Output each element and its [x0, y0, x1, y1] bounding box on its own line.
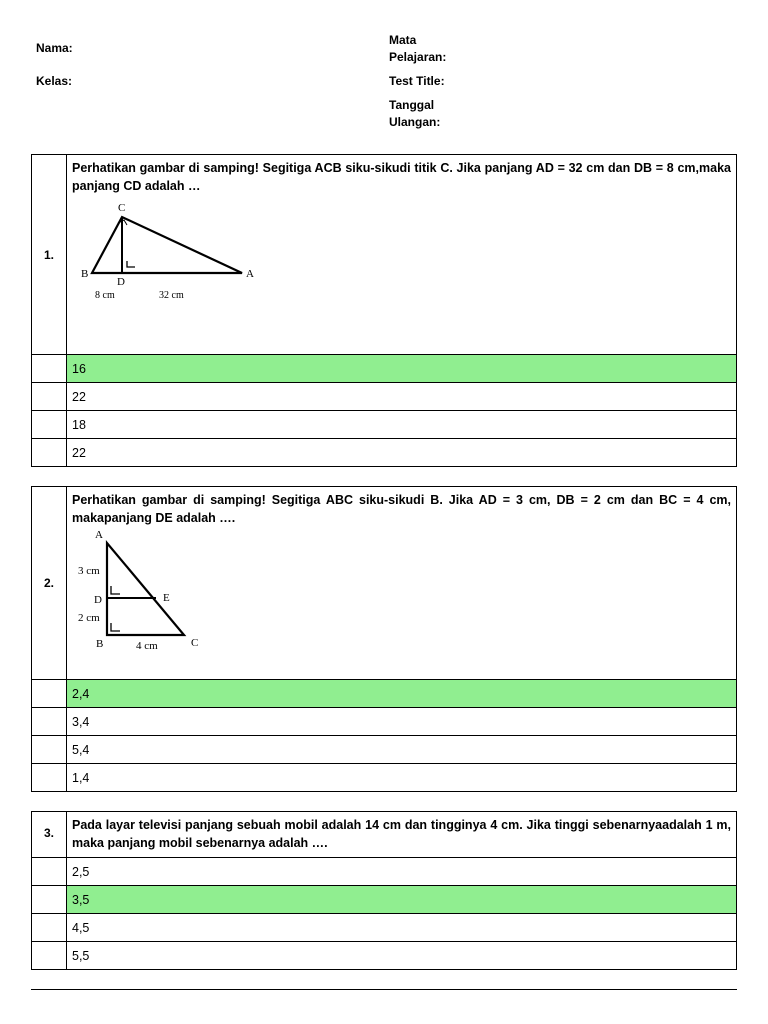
option-b[interactable]: 3,4: [67, 708, 737, 736]
question-number: 3.: [32, 812, 67, 858]
option-d[interactable]: 1,4: [67, 764, 737, 792]
option-c[interactable]: 4,5: [67, 914, 737, 942]
option-b[interactable]: 3,5: [67, 886, 737, 914]
segment-bd-label: 8 cm: [95, 290, 115, 301]
question-2: [31, 486, 737, 792]
question-body: [67, 155, 737, 355]
segment-bc-label: 4 cm: [136, 640, 158, 652]
question-1: [31, 154, 737, 467]
option-c[interactable]: 18: [67, 411, 737, 439]
vertex-b-label: B: [96, 638, 104, 650]
segment-db-label: 2 cm: [78, 612, 100, 624]
vertex-b-label: B: [81, 268, 89, 280]
date-label: Tanggal Ulangan:: [389, 98, 441, 129]
vertex-c-label: C: [191, 637, 199, 649]
vertex-e-label: E: [163, 592, 170, 604]
option-c[interactable]: 5,4: [67, 736, 737, 764]
test-title-label: Test Title:: [389, 74, 445, 88]
option-d[interactable]: 22: [67, 439, 737, 467]
question-body: [67, 812, 737, 858]
question-text: Perhatikan gambar di samping! Segitiga ABC siku-sikudi B. Jika AD = 3 cm, DB = 2 cm dan BC = 4 cm, makapanjang DE adalah ….: [72, 493, 731, 525]
question-3: [31, 811, 737, 970]
question-text: Pada layar televisi panjang sebuah mobil adalah 14 cm dan tingginya 4 cm. Jika tinggi sebenarnyaadalah 1 m, maka panjang mobil sebenarnya adalah ….: [72, 818, 731, 850]
bottom-divider: [31, 989, 737, 990]
class-label: Kelas:: [36, 74, 73, 88]
vertex-c-label: C: [118, 202, 126, 214]
option-a[interactable]: 2,5: [67, 858, 737, 886]
vertex-a-label: A: [95, 529, 103, 541]
segment-da-label: 32 cm: [159, 290, 184, 301]
option-a[interactable]: 16: [67, 355, 737, 383]
vertex-d-label: D: [94, 594, 102, 606]
option-d[interactable]: 5,5: [67, 942, 737, 970]
segment-ad-label: 3 cm: [78, 565, 100, 577]
question-body: [67, 487, 737, 680]
triangle-figure: [72, 529, 222, 659]
question-text: Perhatikan gambar di samping! Segitiga ACB siku-sikudi titik C. Jika panjang AD = 32 cm dan DB = 8 cm,maka panjang CD adalah …: [72, 161, 731, 193]
option-a[interactable]: 2,4: [67, 680, 737, 708]
option-b[interactable]: 22: [67, 383, 737, 411]
triangle-figure: [72, 197, 272, 307]
question-number: 1.: [32, 155, 67, 355]
vertex-d-label: D: [117, 276, 125, 288]
vertex-a-label: A: [246, 268, 254, 280]
question-number: 2.: [32, 487, 67, 680]
name-label: Nama:: [36, 41, 73, 55]
subject-label: Mata Pelajaran:: [389, 33, 447, 64]
